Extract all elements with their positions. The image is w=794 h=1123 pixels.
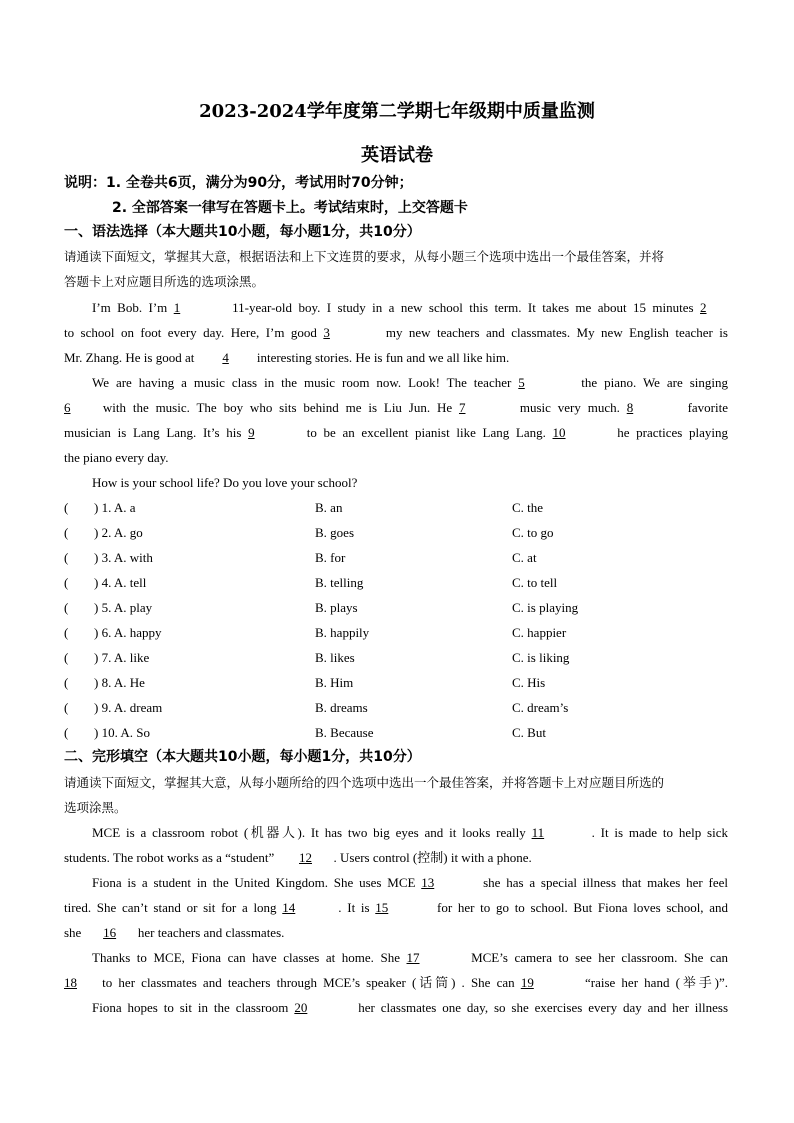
section1-heading: 一、语法选择（本大题共10小题，每小题1分，共10分） <box>64 224 421 240</box>
question-option-b: B. for <box>315 550 346 565</box>
answer-paren[interactable]: ( <box>64 625 69 640</box>
section1-directions-line1: 请通读下面短文，掌握其大意，根据语法和上下文连贯的要求，从每小题三个选项中选出一个最佳答案，并将 <box>64 249 665 264</box>
blank-4: 4 <box>222 350 229 365</box>
section2-directions-line2: 选项涂黑。 <box>64 800 127 815</box>
question-option-c: C. to tell <box>512 575 558 590</box>
question-option-b: B. happily <box>315 625 370 640</box>
blank-10: 10 <box>552 425 566 440</box>
answer-paren[interactable]: ( <box>64 675 69 690</box>
question-option-c: C. His <box>512 675 546 690</box>
passage2-line4: tired. She can’t stand or sit for a long 14 . It is 15 for her to go to school. But Fiona loves school, and <box>64 900 729 915</box>
question-option-b: B. plays <box>315 600 358 615</box>
question-option-a: ) 3. A. with <box>94 550 153 565</box>
question-option-a: ) 6. A. happy <box>94 625 162 640</box>
question-option-c: C. happier <box>512 625 567 640</box>
blank-18: 18 <box>64 975 77 990</box>
blank-9: 9 <box>248 425 255 440</box>
question-option-c: C. is playing <box>512 600 579 615</box>
passage2-line7: 18 to her classmates and teachers through MCE’s speaker (话筒) . She can 19 “raise her hand (举手)”. <box>64 975 729 990</box>
blank-7: 7 <box>458 400 466 415</box>
question-option-b: B. Him <box>315 675 354 690</box>
question-option-c: C. is liking <box>512 650 570 665</box>
question-option-b: B. an <box>315 500 343 515</box>
question-option-a: ) 9. A. dream <box>94 700 163 715</box>
instruction-1: 说明：1. 全卷共6页，满分为90分，考试用时70分钟； <box>64 175 413 191</box>
answer-paren[interactable]: ( <box>64 550 69 565</box>
question-option-a: ) 7. A. like <box>94 650 150 665</box>
passage1-line2: to school on foot every day. Here, I’m good 3 my new teachers and classmates. My new English teacher is <box>64 325 728 340</box>
blank-3: 3 <box>323 325 330 340</box>
question-option-a: ) 2. A. go <box>94 525 143 540</box>
blank-12: 12 <box>299 850 312 865</box>
section2-directions-line1: 请通读下面短文，掌握其大意，从每小题所给的四个选项中选出一个最佳答案，并将答题卡上对应题目所选的 <box>64 775 665 790</box>
blank-11: 11 <box>531 825 545 840</box>
passage2-line2: students. The robot works as a “student” 12 . Users control (控制) it with a phone. <box>64 850 532 865</box>
question-option-b: B. Because <box>315 725 374 740</box>
passage2-line8: Fiona hopes to sit in the classroom 20 her classmates one day, so she exercises every day and her illness <box>92 1000 729 1015</box>
blank-2: 2 <box>700 300 707 315</box>
answer-paren[interactable]: ( <box>64 650 69 665</box>
question-option-b: B. likes <box>315 650 355 665</box>
passage1-line5: 6 with the music. The boy who sits behind me is Liu Jun. He 7 music very much. 8 favorite <box>64 400 728 415</box>
question-option-b: B. telling <box>315 575 364 590</box>
blank-20: 20 <box>294 1000 308 1015</box>
answer-paren[interactable]: ( <box>64 600 69 615</box>
question-option-c: C. the <box>512 500 544 515</box>
question-option-a: ) 4. A. tell <box>94 575 147 590</box>
question-option-b: B. dreams <box>315 700 368 715</box>
passage2-line1: MCE is a classroom robot (机器人). It has two big eyes and it looks really 11 . It is made to help sick <box>92 825 728 840</box>
question-option-a: ) 5. A. play <box>94 600 153 615</box>
question-option-b: B. goes <box>315 525 354 540</box>
question-option-c: C. to go <box>512 525 554 540</box>
blank-5: 5 <box>518 375 525 390</box>
blank-15: 15 <box>375 900 389 915</box>
passage2-line3: Fiona is a student in the United Kingdom. She uses MCE 13 she has a special illness that makes her feel <box>92 875 729 890</box>
passage1-line3: Mr. Zhang. He is good at 4 interesting stories. He is fun and we all like him. <box>64 350 510 365</box>
blank-6: 6 <box>64 400 71 415</box>
question-option-a: ) 1. A. a <box>94 500 136 515</box>
passage1-line8: How is your school life? Do you love your school? <box>92 475 358 490</box>
answer-paren[interactable]: ( <box>64 575 69 590</box>
blank-14: 14 <box>282 900 296 915</box>
question-option-c: C. dream’s <box>512 700 569 715</box>
passage2-line5: she 16 her teachers and classmates. <box>64 925 285 940</box>
exam-subtitle: 英语试卷 <box>361 145 433 166</box>
passage1-line1: I’m Bob. I’m 1 11-year-old boy. I study in a new school this term. It takes me about 15 minutes 2 <box>92 300 728 316</box>
passage1-line4: We are having a music class in the music room now. Look! The teacher 5 the piano. We are singing <box>92 375 729 390</box>
answer-paren[interactable]: ( <box>64 500 69 515</box>
blank-16: 16 <box>103 925 117 940</box>
passage2-line6: Thanks to MCE, Fiona can have classes at home. She 17 MCE’s camera to see her classroom. She can <box>92 950 729 965</box>
blank-13: 13 <box>421 875 435 890</box>
blank-17: 17 <box>406 950 420 965</box>
instruction-2: 2. 全部答案一律写在答题卡上。考试结束时，上交答题卡 <box>112 200 468 216</box>
section1-directions-line2: 答题卡上对应题目所选的选项涂黑。 <box>64 274 265 289</box>
question-option-c: C. But <box>512 725 546 740</box>
passage1-line7: the piano every day. <box>64 450 169 465</box>
answer-paren[interactable]: ( <box>64 725 69 740</box>
answer-paren[interactable]: ( <box>64 525 69 540</box>
question-option-a: ) 10. A. So <box>94 725 150 740</box>
exam-title: 2023-2024学年度第二学期七年级期中质量监测 <box>199 101 595 122</box>
blank-8: 8 <box>626 400 634 415</box>
passage1-line6: musician is Lang Lang. It’s his 9 to be an excellent pianist like Lang Lang. 10 he practices playing <box>64 425 728 440</box>
question-option-a: ) 8. A. He <box>94 675 145 690</box>
answer-paren[interactable]: ( <box>64 700 69 715</box>
blank-19: 19 <box>520 975 534 990</box>
question-option-c: C. at <box>512 550 537 565</box>
blank-1: 1 <box>173 300 181 315</box>
section2-heading: 二、完形填空（本大题共10小题，每小题1分，共10分） <box>64 749 421 765</box>
